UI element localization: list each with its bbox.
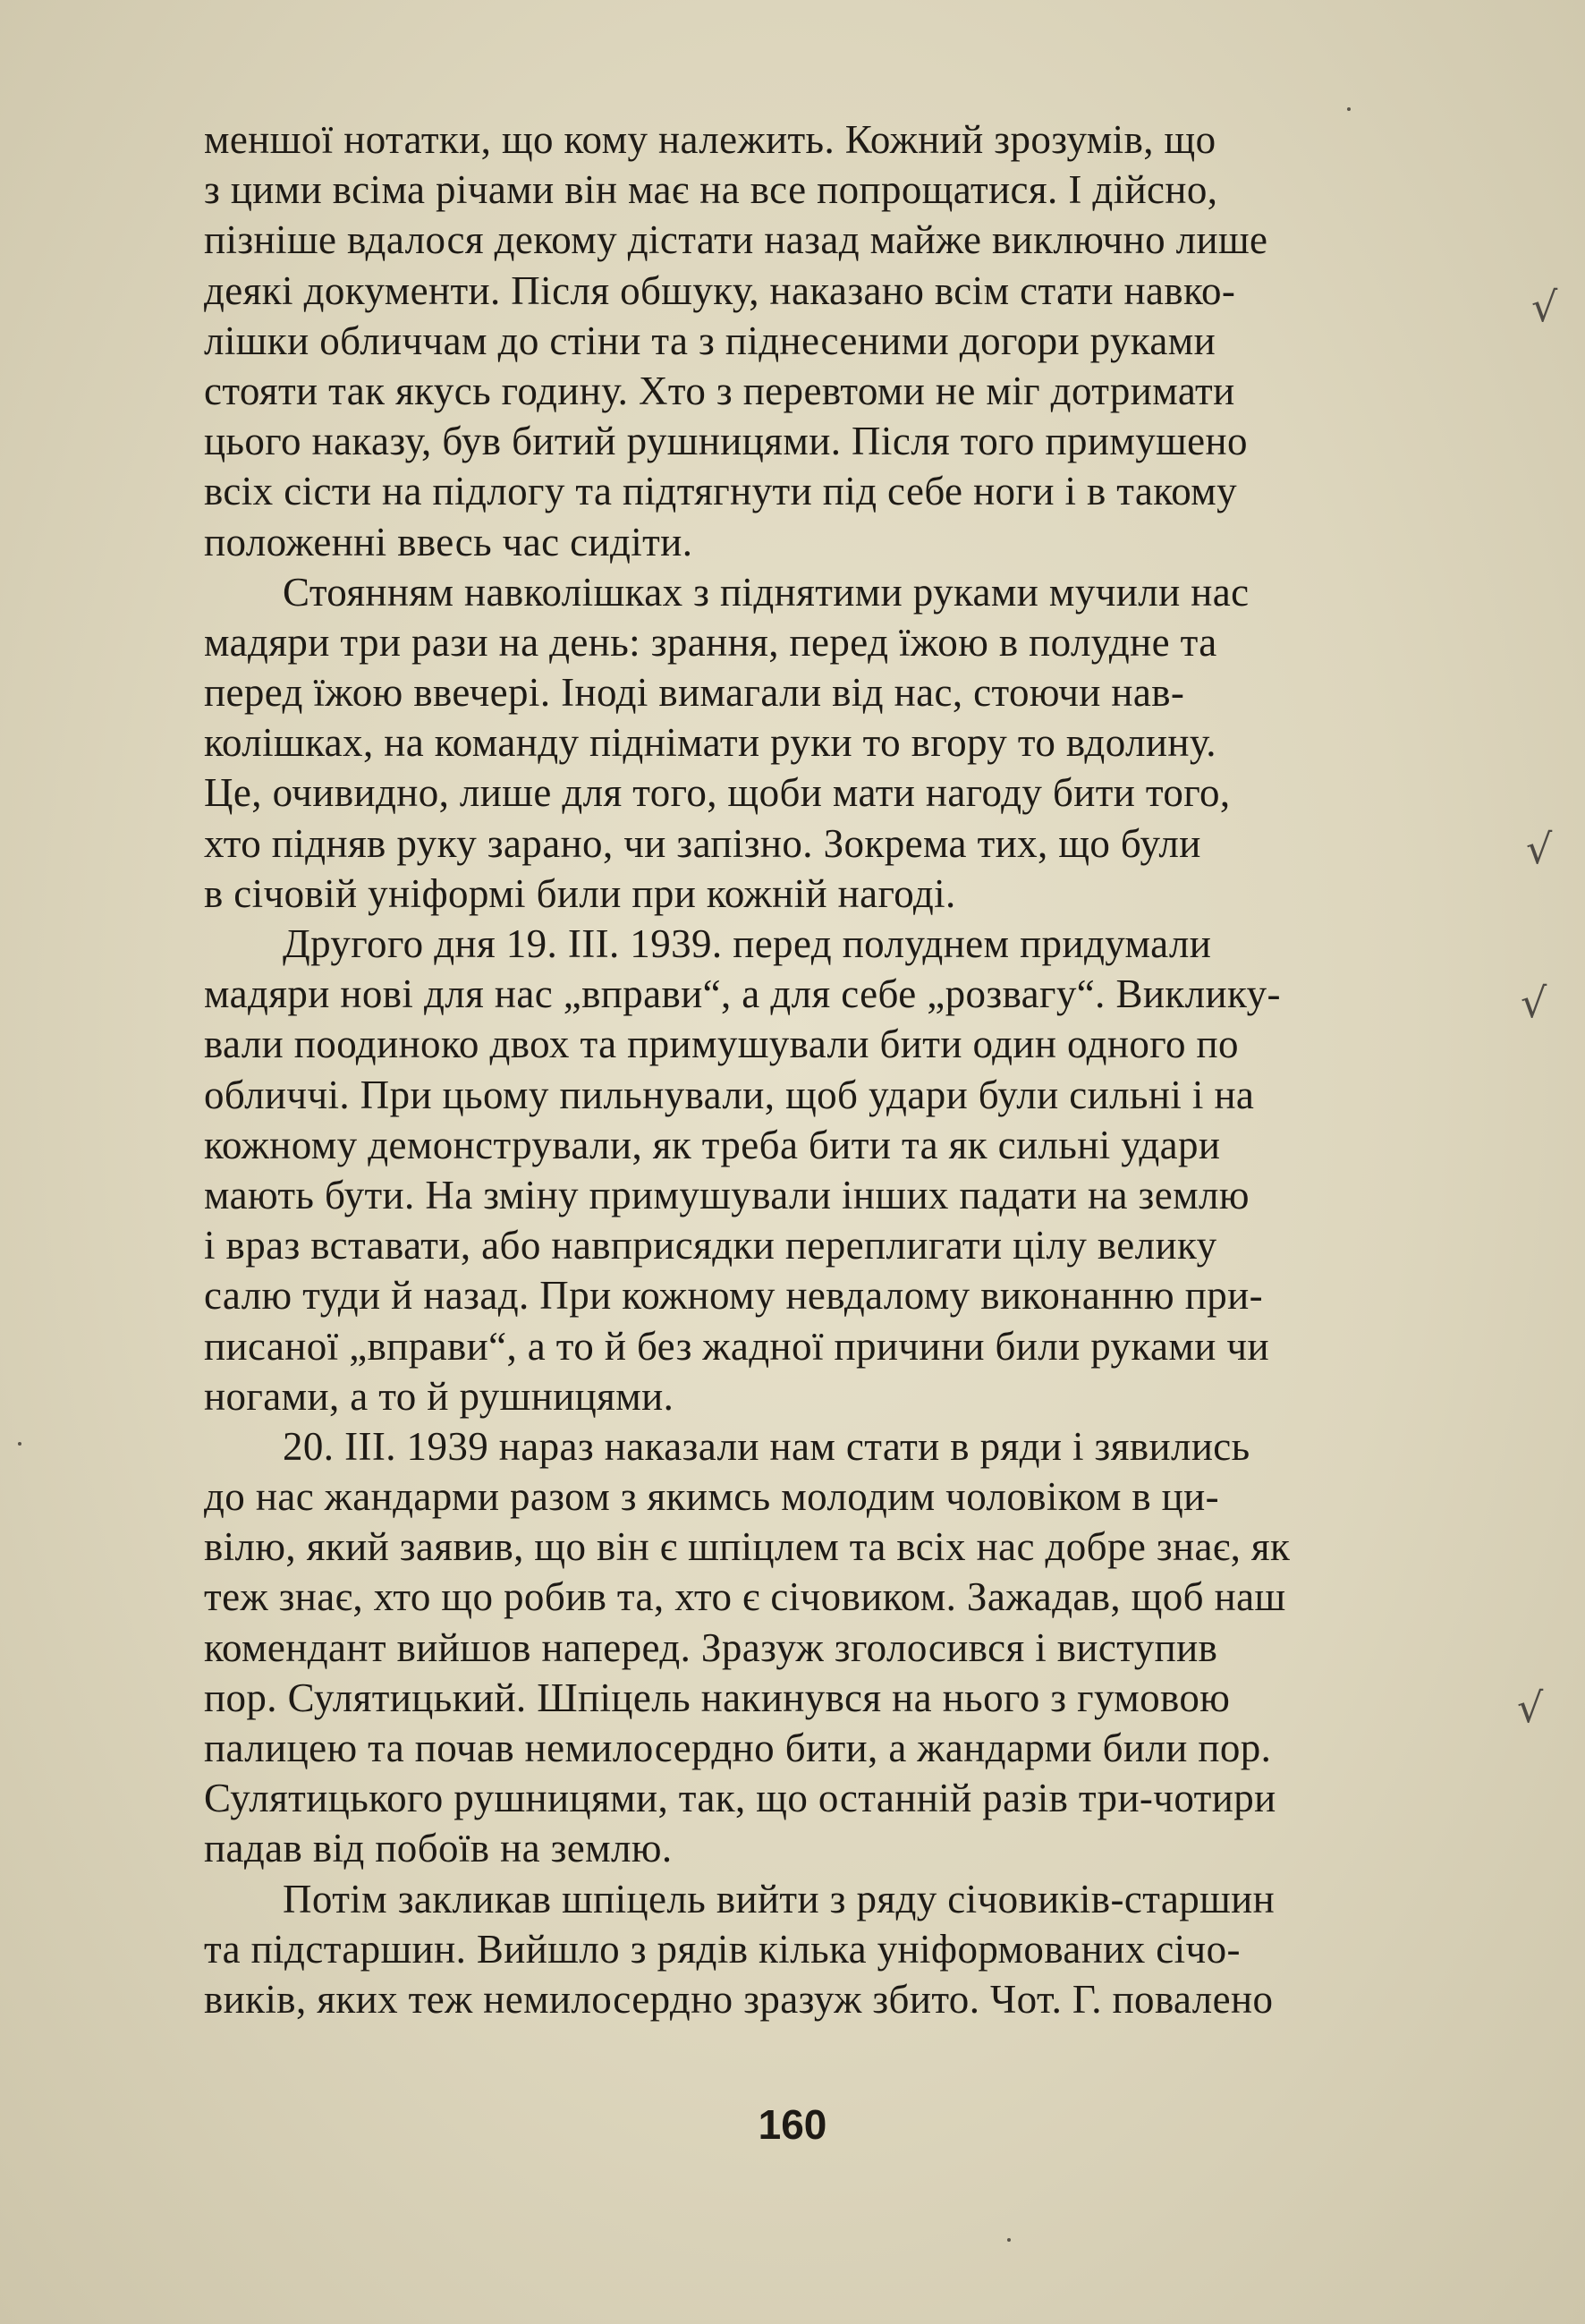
text-line: вілю, який заявив, що він є шпіцлем та всіх нас добре знає, як: [204, 1524, 1291, 1570]
paragraph-first-line: Другого дня 19. III. 1939. перед полуднем придумали: [283, 921, 1212, 966]
text-line: падав від побоїв на землю.: [204, 1826, 673, 1871]
text-line: мадяри нові для нас „вправи“, а для себе „розвагу“. Виклику-: [204, 971, 1281, 1017]
text-line: мадяри три рази на день: зрання, перед їжою в полудне та: [204, 619, 1217, 665]
text-line: в січовій уніформі били при кожній нагоді.: [204, 870, 956, 916]
paragraph-first-line: Потім закликав шпіцель вийти з ряду січовиків-старшин: [283, 1876, 1276, 1921]
text-line: писаної „вправи“, а то й без жадної причини били руками чи: [204, 1323, 1269, 1369]
check-mark-icon: √: [1531, 283, 1558, 331]
check-mark-icon: √: [1521, 979, 1547, 1027]
text-line: виків, яких теж немилосердно зразуж збито. Чот. Г. повалено: [204, 1976, 1274, 2022]
text-line: стояти так якусь годину. Хто з перевтоми не міг дотримати: [204, 368, 1235, 413]
text-line: Це, очивидно, лише для того, щоби мати нагоду бити того,: [204, 770, 1231, 816]
text-line: палицею та почав немилосердно бити, а жандарми били пор.: [204, 1726, 1272, 1770]
text-line: і враз вставати, або навприсядки переплигати цілу велику: [204, 1223, 1217, 1268]
paragraph-first-line: 20. III. 1939 нараз наказали нам стати в ряди і зявились: [283, 1423, 1250, 1469]
text-line: положенні ввесь час сидіти.: [204, 519, 693, 564]
text-line: теж знає, хто що робив та, хто є січовиком. Зажадав, щоб наш: [204, 1574, 1286, 1620]
print-speck: [1007, 2238, 1011, 2242]
text-line: з цими всіма річами він має на все попрощатися. І дійсно,: [204, 167, 1218, 213]
text-line: до нас жандарми разом з якимсь молодим чоловіком в ци-: [204, 1474, 1219, 1520]
text-line: цього наказу, був битий рушницями. Після того примушено: [204, 419, 1248, 464]
text-line: мають бути. На зміну примушували інших падати на землю: [204, 1172, 1250, 1217]
text-line: перед їжою ввечері. Іноді вимагали від нас, стоючи нав-: [204, 670, 1185, 716]
text-line: комендант вийшов наперед. Зразуж зголосився і виступив: [204, 1624, 1218, 1670]
text-line: обличчі. При цьому пильнували, щоб удари були сильні і на: [204, 1072, 1255, 1117]
text-line: та підстаршин. Вийшло з рядів кілька уніформованих січо-: [204, 1926, 1241, 1972]
text-line: пізніше вдалося декому дістати назад майже виключно лише: [204, 217, 1268, 263]
text-line: всіх сісти на підлогу та підтягнути під себе ноги і в такому: [204, 469, 1238, 514]
page-number: 160: [758, 2101, 827, 2148]
text-line: пор. Сулятицький. Шпіцель накинувся на нього з гумовою: [204, 1675, 1231, 1720]
text-line: деякі документи. Після обшуку, наказано всім стати навко-: [204, 267, 1236, 313]
print-speck: [18, 1442, 21, 1446]
text-line: хто підняв руку зарано, чи запізно. Зокрема тих, що були: [204, 820, 1201, 866]
paragraph-first-line: Стоянням навколішках з піднятими руками мучили нас: [283, 569, 1250, 615]
print-speck: [1347, 107, 1351, 111]
check-mark-icon: √: [1517, 1684, 1544, 1732]
text-line: Сулятицького рушницями, так, що останній разів три-чотири: [204, 1776, 1276, 1821]
check-mark-icon: √: [1526, 825, 1553, 873]
page-body-text: [204, 115, 1510, 2024]
text-line: кожному демонстрували, як треба бити та як сильні удари: [204, 1122, 1221, 1167]
text-line: лішки обличчам до стіни та з піднесеними догори руками: [204, 318, 1216, 363]
text-line: колішках, на команду піднімати руки то вгору то вдолину.: [204, 720, 1216, 766]
text-line: меншої нотатки, що кому належить. Кожний зрозумів, що: [204, 117, 1216, 162]
text-line: ногами, а то й рушницями.: [204, 1373, 674, 1419]
text-line: салю туди й назад. При кожному невдалому виконанню при-: [204, 1273, 1263, 1319]
text-line: вали поодиноко двох та примушували бити один одного по: [204, 1022, 1239, 1067]
